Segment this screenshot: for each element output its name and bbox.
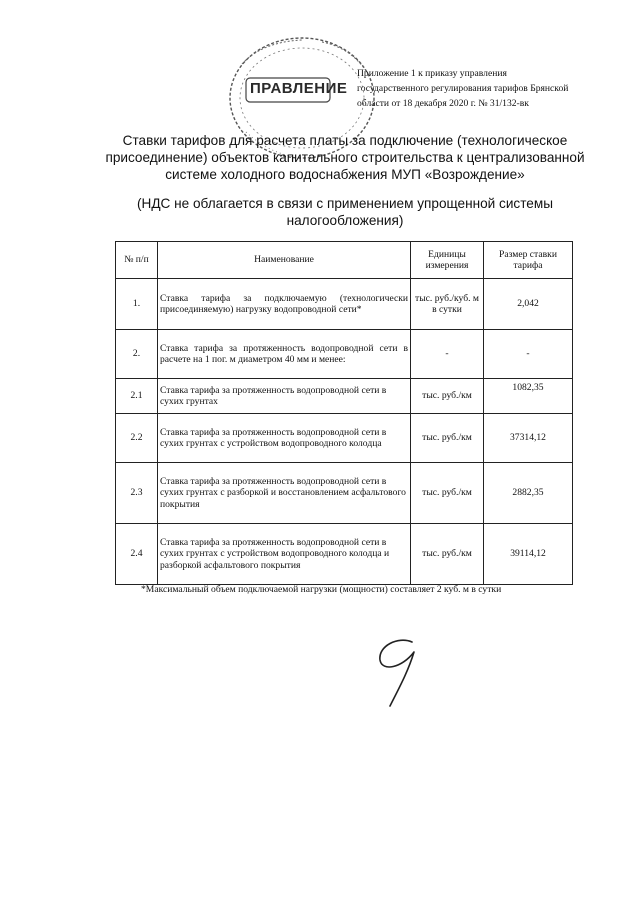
footnote: *Максимальный объем подключаемой нагрузки (мощности) составляет 2 куб. м в сутки — [141, 584, 502, 595]
title-line: присоединение) объектов капитального строительства к централизованной — [105, 150, 585, 165]
vat-note — [100, 195, 590, 229]
row-value: - — [484, 330, 573, 379]
header-value: Размер ставки тарифа — [484, 242, 573, 279]
table-header-row — [116, 242, 573, 279]
vat-note-line: налогообложения) — [286, 213, 404, 228]
handwritten-mark — [368, 632, 428, 712]
row-num: 2.4 — [116, 524, 158, 585]
row-value: 39114,12 — [484, 524, 573, 585]
table-row — [116, 379, 573, 414]
row-unit: - — [411, 330, 484, 379]
row-name: Ставка тарифа за протяженность водопроводной сети в сухих грунтах с разборкой и восстановлением асфальтового покрытия — [158, 463, 411, 524]
row-name: Ставка тарифа за протяженность водопроводной сети в сухих грунтах — [158, 379, 411, 414]
row-value: 2,042 — [484, 279, 573, 330]
title-line: Ставки тарифов для расчета платы за подключение (технологическое — [122, 133, 568, 148]
table-row — [116, 414, 573, 463]
row-name: Ставка тарифа за протяженность водопроводной сети в сухих грунтах с устройством водопроводного колодца и разборкой асфальтового покрытия — [158, 524, 411, 585]
row-value: 1082,35 — [484, 379, 573, 414]
appendix-line: Приложение 1 к приказу управления — [357, 68, 507, 79]
handwritten-signature-icon — [368, 632, 428, 712]
tariff-table — [115, 241, 573, 585]
table-row — [116, 524, 573, 585]
appendix-line: государственного регулирования тарифов Брянской — [357, 83, 569, 94]
row-num: 2.3 — [116, 463, 158, 524]
header-name: Наименование — [158, 242, 411, 279]
document-title — [100, 132, 590, 183]
row-num: 2. — [116, 330, 158, 379]
row-value: 2882,35 — [484, 463, 573, 524]
vat-note-line: (НДС не облагается в связи с применением упрощенной системы — [137, 196, 553, 211]
appendix-reference — [357, 66, 607, 111]
header-num: № п/п — [116, 242, 158, 279]
row-name: Ставка тарифа за протяженность водопроводной сети в расчете на 1 пог. м диаметром 40 мм и менее: — [158, 330, 411, 379]
row-name: Ставка тарифа за протяженность водопроводной сети в сухих грунтах с устройством водопроводного колодца — [158, 414, 411, 463]
header-unit: Единицы измерения — [411, 242, 484, 279]
appendix-line: области от 18 декабря 2020 г. № 31/132-вк — [357, 98, 529, 109]
row-num: 1. — [116, 279, 158, 330]
stamp-text: ПРАВЛЕНИЕ — [250, 80, 348, 97]
row-num: 2.1 — [116, 379, 158, 414]
row-unit: тыс. руб./км — [411, 463, 484, 524]
table-row — [116, 330, 573, 379]
row-unit: тыс. руб./куб. м в сутки — [411, 279, 484, 330]
table-row — [116, 463, 573, 524]
row-unit: тыс. руб./км — [411, 379, 484, 414]
row-unit: тыс. руб./км — [411, 414, 484, 463]
row-num: 2.2 — [116, 414, 158, 463]
row-name: Ставка тарифа за подключаемую (технологически присоединяемую) нагрузку водопроводной сети* — [158, 279, 411, 330]
title-line: системе холодного водоснабжения МУП «Возрождение» — [165, 167, 525, 182]
row-value: 37314,12 — [484, 414, 573, 463]
table-row — [116, 279, 573, 330]
row-unit: тыс. руб./км — [411, 524, 484, 585]
